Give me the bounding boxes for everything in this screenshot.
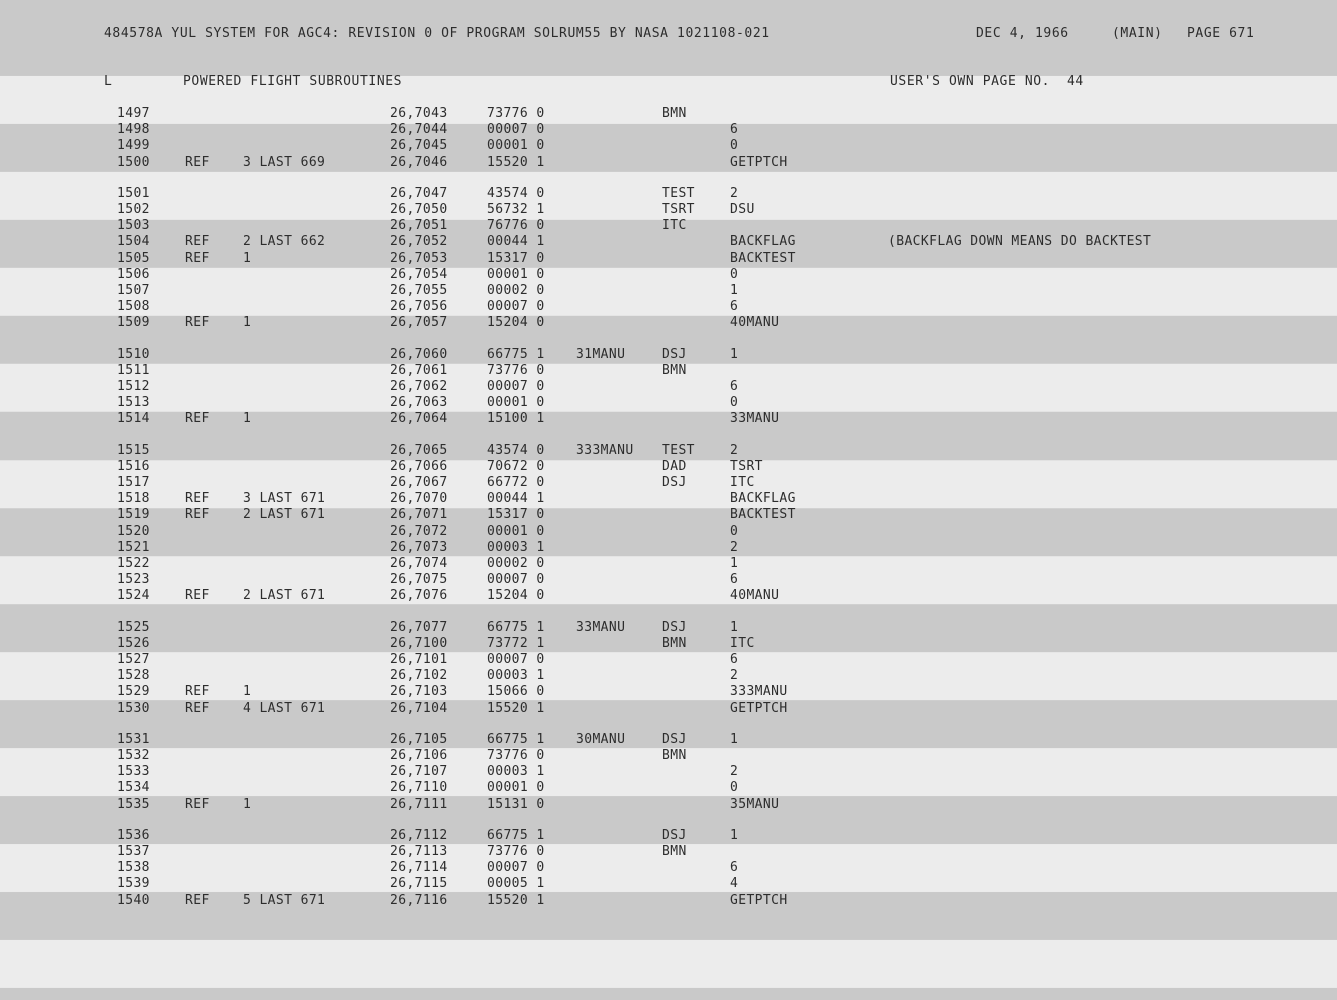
address: TSRT xyxy=(730,459,763,474)
address: BACKTEST xyxy=(730,251,796,266)
location: 26,7067 xyxy=(390,475,448,490)
octal-word: 00007 0 xyxy=(487,572,545,587)
listing-page-number: PAGE 671 xyxy=(1187,26,1255,41)
octal-word: 66775 1 xyxy=(487,347,545,362)
location: 26,7104 xyxy=(390,701,448,716)
opcode: BMN xyxy=(662,748,687,763)
octal-word: 00007 0 xyxy=(487,379,545,394)
octal-word: 66775 1 xyxy=(487,732,545,747)
address: 0 xyxy=(730,395,739,410)
address: 333MANU xyxy=(730,684,788,699)
line-number: 1535 xyxy=(117,797,150,812)
address: 6 xyxy=(730,652,739,667)
ref-info: 1 xyxy=(243,315,252,330)
ref-info: 2 LAST 671 xyxy=(243,588,326,603)
address: 2 xyxy=(730,186,739,201)
address: 6 xyxy=(730,379,739,394)
location: 26,7057 xyxy=(390,315,448,330)
line-number: 1528 xyxy=(117,668,150,683)
line-number: 1525 xyxy=(117,620,150,635)
location: 26,7063 xyxy=(390,395,448,410)
location: 26,7115 xyxy=(390,876,448,891)
opcode: TEST xyxy=(662,443,695,458)
ref-tag: REF xyxy=(185,251,210,266)
octal-word: 00007 0 xyxy=(487,299,545,314)
location: 26,7054 xyxy=(390,267,448,282)
address: GETPTCH xyxy=(730,155,788,170)
location: 26,7071 xyxy=(390,507,448,522)
location: 26,7052 xyxy=(390,234,448,249)
symbol-label: 33MANU xyxy=(576,620,626,635)
listing-main-tag: (MAIN) xyxy=(1112,26,1163,41)
opcode: TEST xyxy=(662,186,695,201)
octal-word: 00001 0 xyxy=(487,267,545,282)
octal-word: 15317 0 xyxy=(487,251,545,266)
address: 1 xyxy=(730,828,739,843)
address: 0 xyxy=(730,138,739,153)
location: 26,7102 xyxy=(390,668,448,683)
symbol-label: 30MANU xyxy=(576,732,626,747)
octal-word: 15204 0 xyxy=(487,588,545,603)
octal-word: 15100 1 xyxy=(487,411,545,426)
opcode: DAD xyxy=(662,459,687,474)
line-number: 1526 xyxy=(117,636,150,651)
address: BACKFLAG xyxy=(730,234,796,249)
octal-word: 66772 0 xyxy=(487,475,545,490)
octal-word: 15317 0 xyxy=(487,507,545,522)
opcode: DSJ xyxy=(662,732,687,747)
location: 26,7077 xyxy=(390,620,448,635)
ref-tag: REF xyxy=(185,155,210,170)
location: 26,7074 xyxy=(390,556,448,571)
line-number: 1520 xyxy=(117,524,150,539)
line-number: 1499 xyxy=(117,138,150,153)
line-number: 1506 xyxy=(117,267,150,282)
location: 26,7064 xyxy=(390,411,448,426)
ref-info: 4 LAST 671 xyxy=(243,701,326,716)
address: 6 xyxy=(730,299,739,314)
line-number: 1540 xyxy=(117,893,150,908)
ref-tag: REF xyxy=(185,684,210,699)
line-number: 1524 xyxy=(117,588,150,603)
opcode: BMN xyxy=(662,844,687,859)
listing-job-title: 484578A YUL SYSTEM FOR AGC4: REVISION 0 OF PROGRAM SOLRUM55 BY NASA 1021108-021 xyxy=(104,26,770,41)
ref-tag: REF xyxy=(185,315,210,330)
line-number: 1502 xyxy=(117,202,150,217)
location: 26,7066 xyxy=(390,459,448,474)
octal-word: 15131 0 xyxy=(487,797,545,812)
location: 26,7055 xyxy=(390,283,448,298)
ref-info: 1 xyxy=(243,411,252,426)
octal-word: 00044 1 xyxy=(487,491,545,506)
line-number: 1497 xyxy=(117,106,150,121)
symbol-label: 333MANU xyxy=(576,443,634,458)
octal-word: 15066 0 xyxy=(487,684,545,699)
line-number: 1498 xyxy=(117,122,150,137)
octal-word: 66775 1 xyxy=(487,828,545,843)
location: 26,7060 xyxy=(390,347,448,362)
location: 26,7107 xyxy=(390,764,448,779)
location: 26,7045 xyxy=(390,138,448,153)
line-number: 1513 xyxy=(117,395,150,410)
line-number: 1504 xyxy=(117,234,150,249)
octal-word: 00001 0 xyxy=(487,524,545,539)
address: ITC xyxy=(730,636,755,651)
line-number: 1536 xyxy=(117,828,150,843)
octal-word: 00001 0 xyxy=(487,138,545,153)
address: 0 xyxy=(730,267,739,282)
ref-tag: REF xyxy=(185,588,210,603)
octal-word: 00007 0 xyxy=(487,652,545,667)
octal-word: 15520 1 xyxy=(487,893,545,908)
location: 26,7061 xyxy=(390,363,448,378)
line-number: 1507 xyxy=(117,283,150,298)
opcode: DSJ xyxy=(662,475,687,490)
ref-info: 1 xyxy=(243,251,252,266)
location: 26,7053 xyxy=(390,251,448,266)
line-number: 1512 xyxy=(117,379,150,394)
location: 26,7070 xyxy=(390,491,448,506)
line-number: 1501 xyxy=(117,186,150,201)
location: 26,7056 xyxy=(390,299,448,314)
address: 1 xyxy=(730,347,739,362)
line-number: 1530 xyxy=(117,701,150,716)
octal-word: 00002 0 xyxy=(487,556,545,571)
ref-tag: REF xyxy=(185,411,210,426)
location: 26,7046 xyxy=(390,155,448,170)
line-number: 1523 xyxy=(117,572,150,587)
line-number: 1508 xyxy=(117,299,150,314)
line-number: 1514 xyxy=(117,411,150,426)
address: 0 xyxy=(730,524,739,539)
opcode: BMN xyxy=(662,363,687,378)
line-number: 1500 xyxy=(117,155,150,170)
line-number: 1518 xyxy=(117,491,150,506)
ref-tag: REF xyxy=(185,507,210,522)
location: 26,7076 xyxy=(390,588,448,603)
line-number: 1509 xyxy=(117,315,150,330)
ref-tag: REF xyxy=(185,701,210,716)
address: 1 xyxy=(730,283,739,298)
location: 26,7114 xyxy=(390,860,448,875)
address: 33MANU xyxy=(730,411,780,426)
octal-word: 00007 0 xyxy=(487,122,545,137)
location: 26,7075 xyxy=(390,572,448,587)
ref-info: 1 xyxy=(243,684,252,699)
line-number: 1533 xyxy=(117,764,150,779)
address: 40MANU xyxy=(730,315,780,330)
location: 26,7047 xyxy=(390,186,448,201)
location: 26,7100 xyxy=(390,636,448,651)
address: GETPTCH xyxy=(730,701,788,716)
ref-info: 3 LAST 669 xyxy=(243,155,326,170)
line-number: 1521 xyxy=(117,540,150,555)
ref-tag: REF xyxy=(185,797,210,812)
ref-tag: REF xyxy=(185,491,210,506)
ref-tag: REF xyxy=(185,234,210,249)
octal-word: 00044 1 xyxy=(487,234,545,249)
address: 1 xyxy=(730,556,739,571)
address: BACKFLAG xyxy=(730,491,796,506)
listing-date: DEC 4, 1966 xyxy=(976,26,1069,41)
octal-word: 00003 1 xyxy=(487,668,545,683)
address: 40MANU xyxy=(730,588,780,603)
octal-word: 00001 0 xyxy=(487,395,545,410)
opcode: DSJ xyxy=(662,347,687,362)
address: BACKTEST xyxy=(730,507,796,522)
ref-info: 5 LAST 671 xyxy=(243,893,326,908)
line-number: 1538 xyxy=(117,860,150,875)
address: 4 xyxy=(730,876,739,891)
address: 6 xyxy=(730,122,739,137)
log-marker: L xyxy=(104,74,113,89)
address: 35MANU xyxy=(730,797,780,812)
octal-word: 15520 1 xyxy=(487,155,545,170)
octal-word: 43574 0 xyxy=(487,443,545,458)
location: 26,7103 xyxy=(390,684,448,699)
location: 26,7050 xyxy=(390,202,448,217)
line-number: 1505 xyxy=(117,251,150,266)
address: 2 xyxy=(730,764,739,779)
octal-word: 70672 0 xyxy=(487,459,545,474)
line-number: 1534 xyxy=(117,780,150,795)
location: 26,7073 xyxy=(390,540,448,555)
octal-word: 76776 0 xyxy=(487,218,545,233)
line-number: 1529 xyxy=(117,684,150,699)
location: 26,7113 xyxy=(390,844,448,859)
location: 26,7110 xyxy=(390,780,448,795)
octal-word: 00002 0 xyxy=(487,283,545,298)
line-number: 1539 xyxy=(117,876,150,891)
address: 2 xyxy=(730,668,739,683)
line-number: 1510 xyxy=(117,347,150,362)
opcode: DSJ xyxy=(662,620,687,635)
opcode: BMN xyxy=(662,106,687,121)
octal-word: 00001 0 xyxy=(487,780,545,795)
octal-word: 15520 1 xyxy=(487,701,545,716)
location: 26,7101 xyxy=(390,652,448,667)
address: 1 xyxy=(730,620,739,635)
location: 26,7043 xyxy=(390,106,448,121)
octal-word: 00005 1 xyxy=(487,876,545,891)
line-number: 1511 xyxy=(117,363,150,378)
octal-word: 43574 0 xyxy=(487,186,545,201)
opcode: BMN xyxy=(662,636,687,651)
symbol-label: 31MANU xyxy=(576,347,626,362)
address: 6 xyxy=(730,860,739,875)
octal-word: 00007 0 xyxy=(487,860,545,875)
opcode: ITC xyxy=(662,218,687,233)
address: 2 xyxy=(730,540,739,555)
octal-word: 73776 0 xyxy=(487,106,545,121)
ref-info: 1 xyxy=(243,797,252,812)
user-page-number: USER'S OWN PAGE NO. 44 xyxy=(890,74,1084,89)
address: GETPTCH xyxy=(730,893,788,908)
location: 26,7065 xyxy=(390,443,448,458)
octal-word: 66775 1 xyxy=(487,620,545,635)
octal-word: 56732 1 xyxy=(487,202,545,217)
line-number: 1517 xyxy=(117,475,150,490)
location: 26,7112 xyxy=(390,828,448,843)
line-number: 1537 xyxy=(117,844,150,859)
address: 6 xyxy=(730,572,739,587)
octal-word: 73772 1 xyxy=(487,636,545,651)
line-number: 1516 xyxy=(117,459,150,474)
location: 26,7111 xyxy=(390,797,448,812)
octal-word: 00003 1 xyxy=(487,540,545,555)
line-number: 1532 xyxy=(117,748,150,763)
address: DSU xyxy=(730,202,755,217)
ref-info: 3 LAST 671 xyxy=(243,491,326,506)
location: 26,7072 xyxy=(390,524,448,539)
ref-tag: REF xyxy=(185,893,210,908)
opcode: DSJ xyxy=(662,828,687,843)
octal-word: 15204 0 xyxy=(487,315,545,330)
location: 26,7044 xyxy=(390,122,448,137)
line-number: 1522 xyxy=(117,556,150,571)
ref-info: 2 LAST 671 xyxy=(243,507,326,522)
location: 26,7062 xyxy=(390,379,448,394)
location: 26,7051 xyxy=(390,218,448,233)
address: 0 xyxy=(730,780,739,795)
octal-word: 00003 1 xyxy=(487,764,545,779)
line-number: 1519 xyxy=(117,507,150,522)
address: 2 xyxy=(730,443,739,458)
ref-info: 2 LAST 662 xyxy=(243,234,326,249)
line-number: 1503 xyxy=(117,218,150,233)
location: 26,7105 xyxy=(390,732,448,747)
location: 26,7106 xyxy=(390,748,448,763)
comment: (BACKFLAG DOWN MEANS DO BACKTEST xyxy=(888,234,1152,249)
line-number: 1527 xyxy=(117,652,150,667)
opcode: TSRT xyxy=(662,202,695,217)
octal-word: 73776 0 xyxy=(487,363,545,378)
line-number: 1515 xyxy=(117,443,150,458)
address: 1 xyxy=(730,732,739,747)
location: 26,7116 xyxy=(390,893,448,908)
section-title: POWERED FLIGHT SUBROUTINES xyxy=(183,74,403,89)
address: ITC xyxy=(730,475,755,490)
octal-word: 73776 0 xyxy=(487,748,545,763)
line-number: 1531 xyxy=(117,732,150,747)
octal-word: 73776 0 xyxy=(487,844,545,859)
